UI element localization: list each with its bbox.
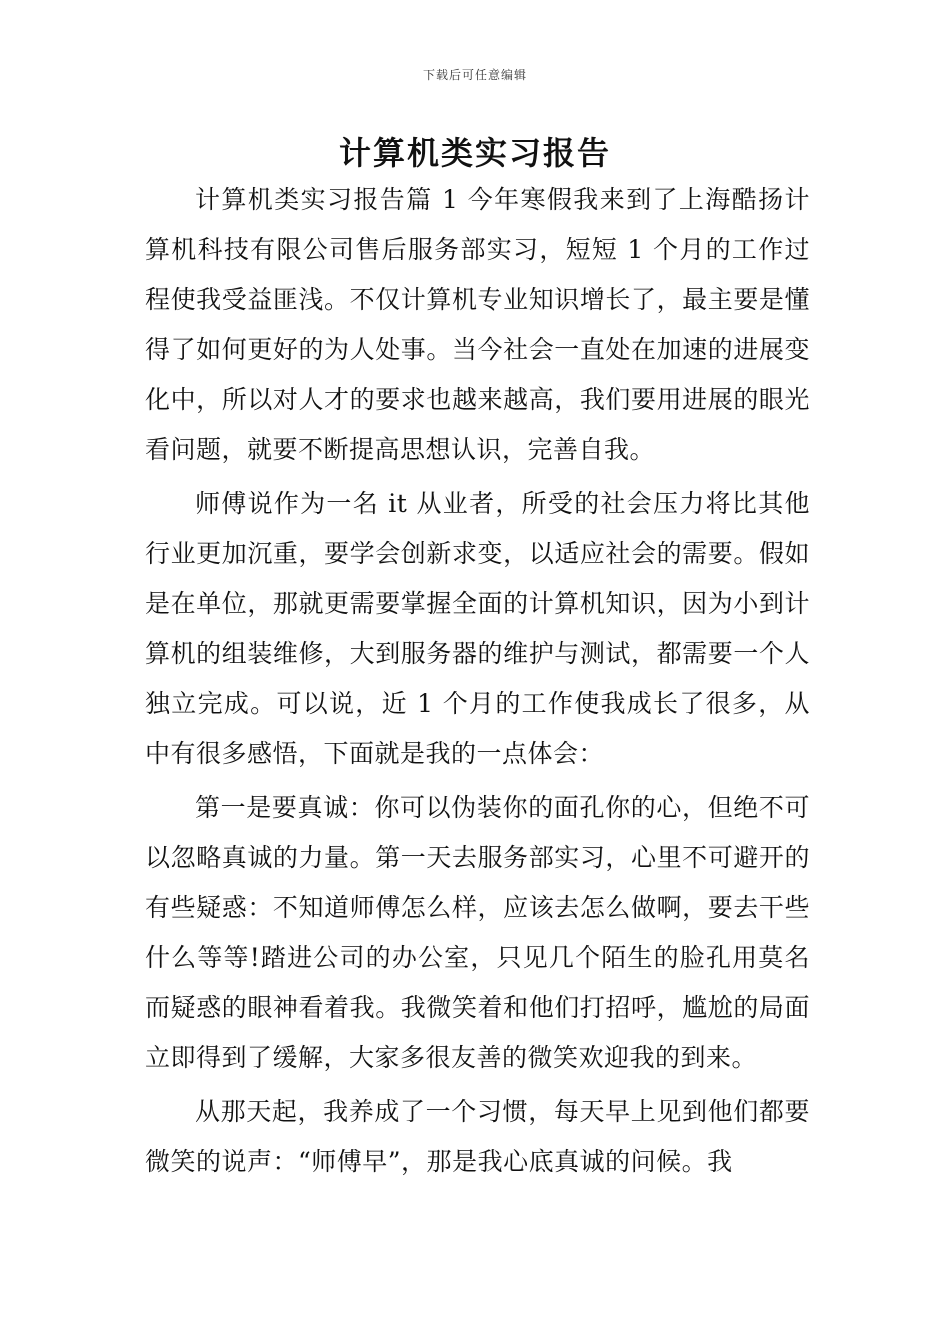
paragraph-4: 从那天起，我养成了一个习惯，每天早上见到他们都要微笑的说声：“师傅早”，那是我心底真诚的问候。我 [145,1097,810,1176]
document-body [145,175,810,1187]
paragraph-2: 师傅说作为一名 it 从业者，所受的社会压力将比其他行业更加沉重，要学会创新求变，以适应社会的需要。假如是在单位，那就更需要掌握全面的计算机知识，因为小到计算机的组装维修，大到服务器的维护与测试，都需要一个人独立完成。可以说，近 1 个月的工作使我成长了很多，从中有很多感悟，下面就是我的一点体会： [145,489,810,768]
paragraph-3: 第一是要真诚：你可以伪装你的面孔你的心，但绝不可以忽略真诚的力量。第一天去服务部实习，心里不可避开的有些疑惑：不知道师傅怎么样，应该去怎么做啊，要去干些什么等等!踏进公司的办公室，只见几个陌生的脸孔用莫名而疑惑的眼神看着我。我微笑着和他们打招呼，尴尬的局面立即得到了缓解，大家多很友善的微笑欢迎我的到来。 [145,793,810,1072]
paragraph-1: 计算机类实习报告篇 1 今年寒假我来到了上海酷扬计算机科技有限公司售后服务部实习，短短 1 个月的工作过程使我受益匪浅。不仅计算机专业知识增长了，最主要是懂得了如何更好的为人处事。当今社会一直处在加速的进展变化中，所以对人才的要求也越来越高，我们要用进展的眼光看问题，就要不断提高思想认识，完善自我。 [145,185,810,464]
header-note: 下载后可任意编辑 [422,68,527,82]
document-title: 计算机类实习报告 [338,134,611,172]
